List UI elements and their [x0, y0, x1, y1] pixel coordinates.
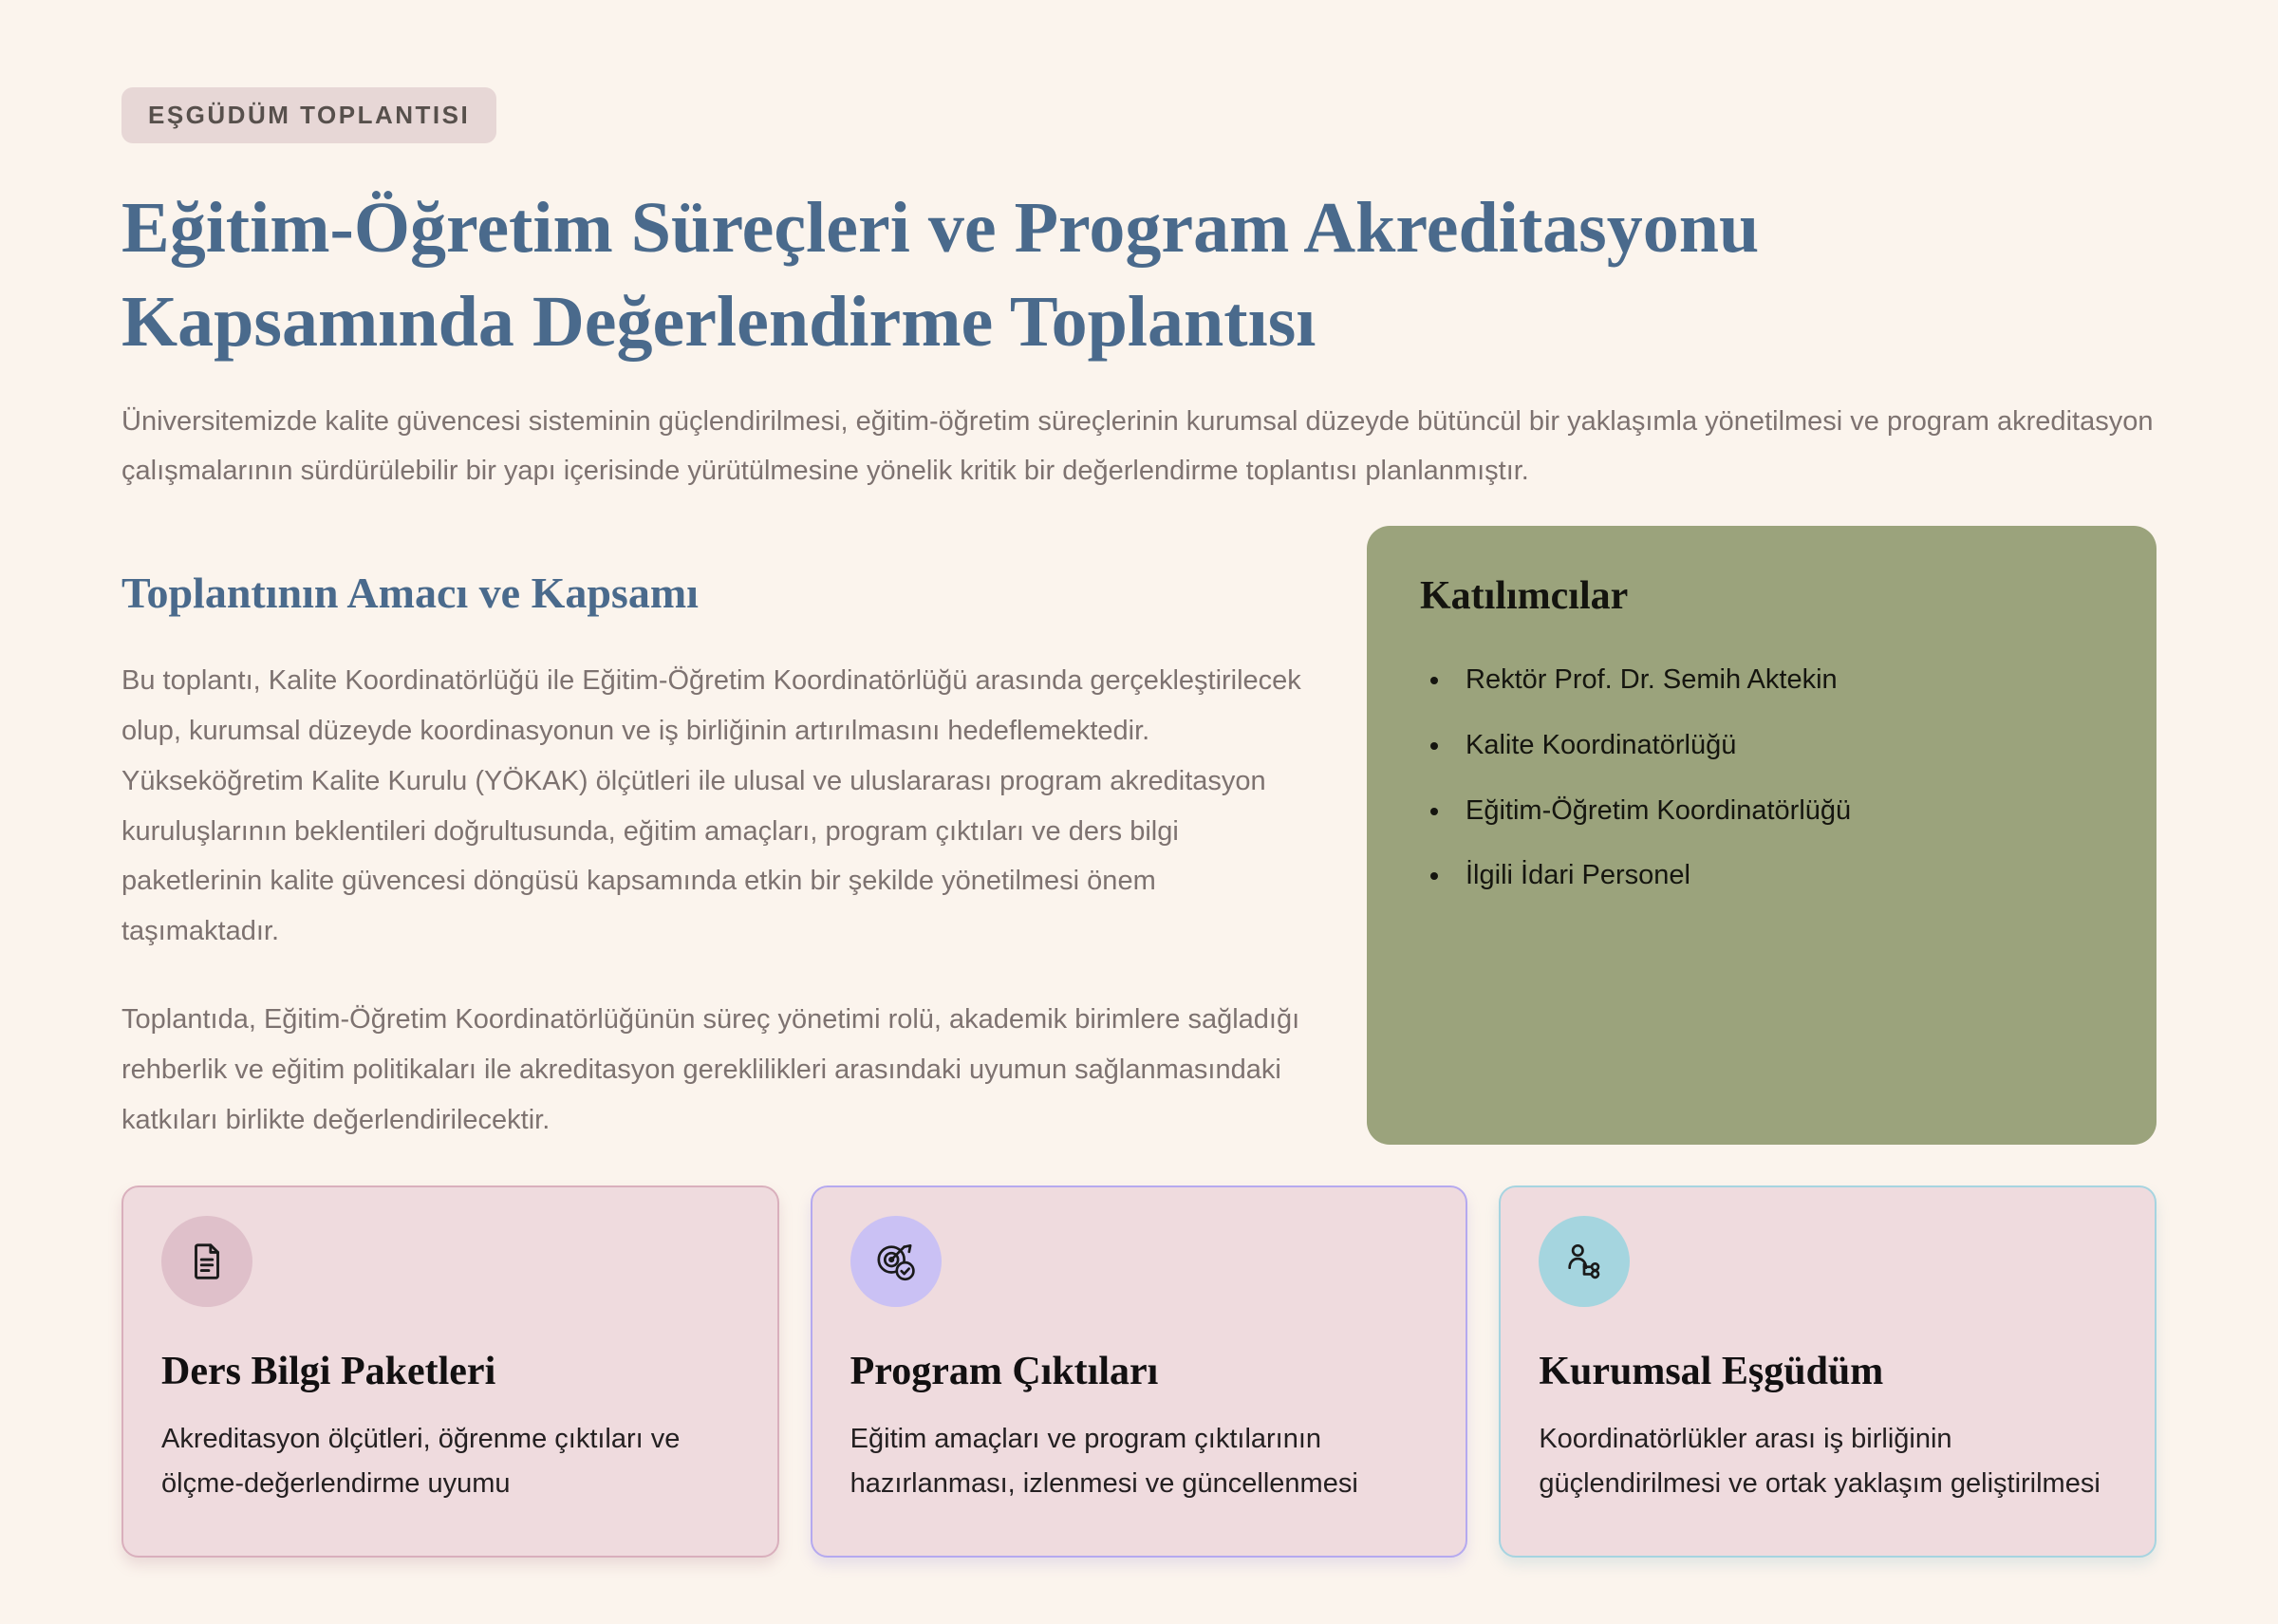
purpose-column	[121, 526, 1312, 1145]
participant-item: • Eğitim-Öğretim Koordinatörlüğü	[1452, 792, 2103, 831]
target-check-icon	[874, 1240, 918, 1283]
card-ders-bilgi-paketleri	[121, 1185, 779, 1558]
category-badge: EŞGÜDÜM TOPLANTISI	[121, 87, 496, 143]
participant-item: • İlgili İdari Personel	[1452, 856, 2103, 895]
participant-item: • Kalite Koordinatörlüğü	[1452, 726, 2103, 765]
participants-card	[1367, 526, 2157, 1145]
card-title: Kurumsal Eşgüdüm	[1539, 1350, 1884, 1394]
participants-heading: Katılımcılar	[1420, 574, 1629, 619]
section-heading: Toplantının Amacı ve Kapsamı	[121, 569, 699, 618]
page-title: Eğitim-Öğretim Süreçleri ve Program Akreditasyonu Kapsamında Değerlendirme Toplantısı	[121, 188, 1760, 362]
card-body: Koordinatörlükler arası iş birliğinin güçlendirilmesi ve ortak yaklaşım geliştirilmesi	[1539, 1424, 2101, 1500]
purpose-paragraph-1: Bu toplantı, Kalite Koordinatörlüğü ile Eğitim-Öğretim Koordinatörlüğü arasında gerçekleştirilecek olup, kurumsal düzeyde koordinasyonun ve iş birliğinin artırılmasını hedeflemektedir. Yükseköğretim Kalite Kurulu (YÖKAK) ölçütleri ile ulusal ve uluslararası program akreditasyon kuruluşlarının beklentileri doğrultusunda, eğitim amaçları, program çıktıları ve ders bilgi paketlerinin kalite güvencesi döngüsü kapsamında etkin bir şekilde yönetilmesi önem taşımaktadır.	[121, 665, 1301, 947]
card-program-ciktilari	[811, 1185, 1468, 1558]
icon-circle	[850, 1216, 942, 1307]
icon-circle	[1539, 1216, 1630, 1307]
topic-cards-row	[121, 1185, 2157, 1558]
document-icon	[185, 1240, 229, 1283]
purpose-and-participants-section	[121, 526, 2157, 1145]
card-body: Eğitim amaçları ve program çıktılarının hazırlanması, izlenmesi ve güncellenmesi	[850, 1424, 1358, 1500]
participants-list	[1420, 661, 2103, 894]
card-kurumsal-esgudum	[1499, 1185, 2157, 1558]
card-body: Akreditasyon ölçütleri, öğrenme çıktıları ve ölçme-değerlendirme uyumu	[161, 1424, 681, 1500]
card-title: Program Çıktıları	[850, 1350, 1159, 1394]
icon-circle	[161, 1216, 252, 1307]
purpose-paragraph-2: Toplantıda, Eğitim-Öğretim Koordinatörlüğünün süreç yönetimi rolü, akademik birimlere sağladığı rehberlik ve eğitim politikaları ile akreditasyon gereklilikleri arasındaki uyumun sağlanmasındaki katkıları birlikte değerlendirilecektir.	[121, 1004, 1300, 1135]
participant-item: • Rektör Prof. Dr. Semih Aktekin	[1452, 661, 2103, 700]
person-org-chart-icon	[1562, 1240, 1606, 1283]
intro-paragraph: Üniversitemizde kalite güvencesi sisteminin güçlendirilmesi, eğitim-öğretim süreçlerinin kurumsal düzeyde bütüncül bir yaklaşımla yönetilmesi ve program akreditasyon çalışmalarının sürdürülebilir bir yapı içerisinde yürütülmesine yönelik kritik bir değerlendirme toplantısı planlanmıştır.	[121, 405, 2154, 486]
card-title: Ders Bilgi Paketleri	[161, 1350, 496, 1394]
